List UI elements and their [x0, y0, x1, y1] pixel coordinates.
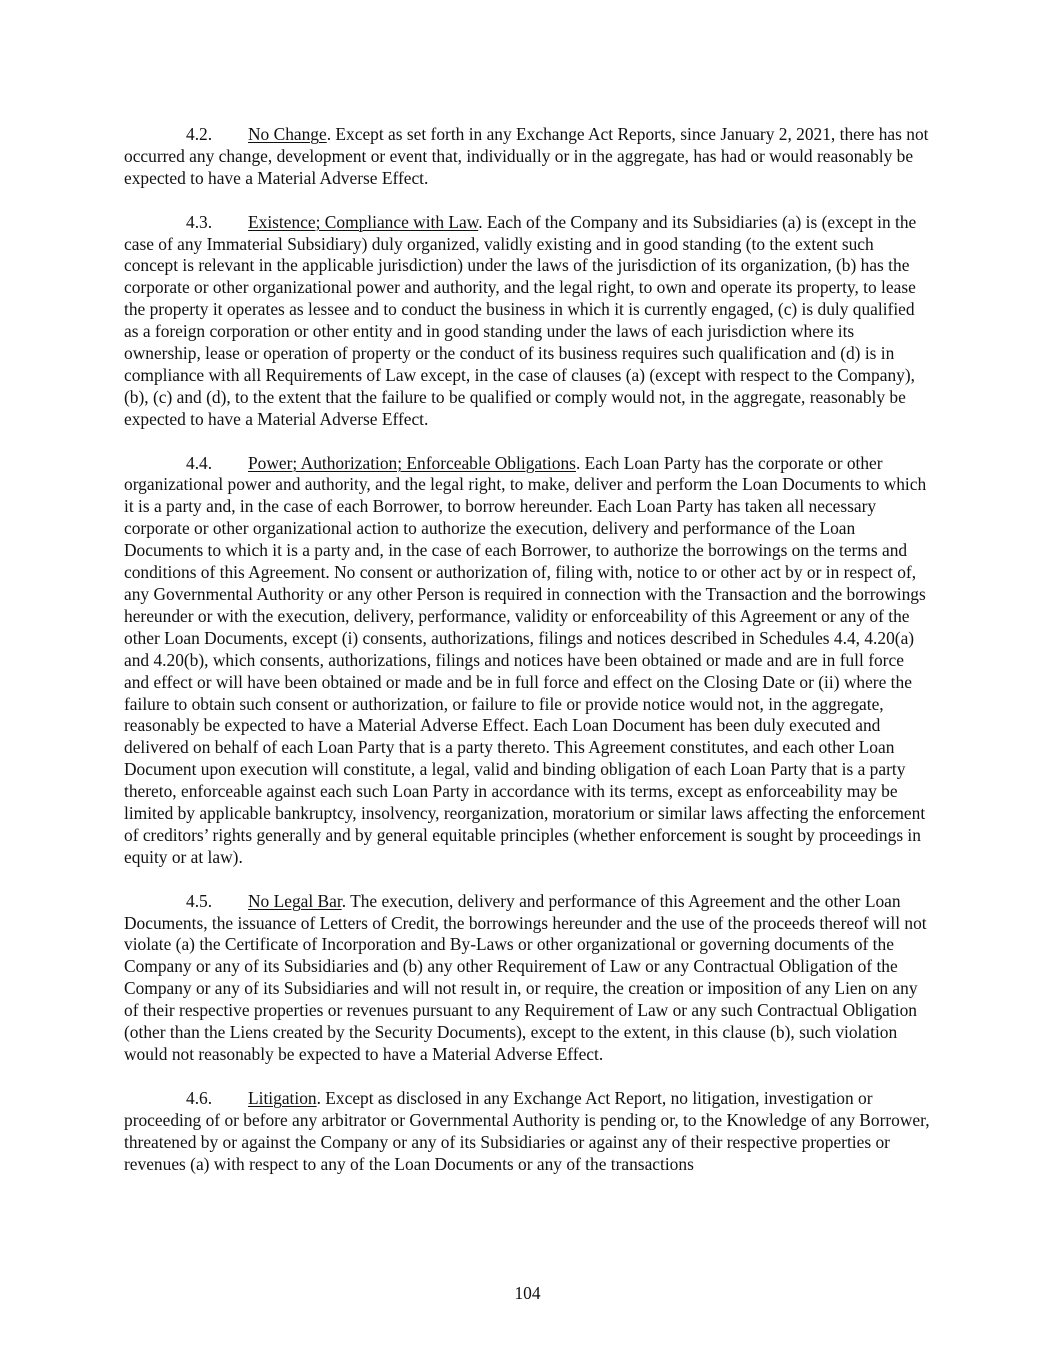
section-heading: Existence; Compliance with Law	[248, 211, 479, 232]
section-body: . Each of the Company and its Subsidiaries (a) is (except in the case of any Immaterial Subsidiary) duly organized, validly existing and in good standing (to the extent such concept is relevant in the applicable jurisdiction) under the laws of the jurisdiction of its organization, (b) has the corporate or other organizational power and authority, and the legal right, to own and operate its property, to lease the property it operates as lessee and to conduct the business in which it is currently engaged, (c) is duly qualified as a foreign corporation or other entity and in good standing under the laws of each jurisdiction where its ownership, lease or operation of property or the conduct of its business requires such qualification and (d) is in compliance with all Requirements of Law except, in the case of clauses (a) (except with respect to the Company), (b), (c) and (d), to the extent that the failure to be qualified or comply would not, in the aggregate, reasonably be expected to have a Material Adverse Effect.	[124, 211, 917, 429]
section-body: . Except as disclosed in any Exchange Act Report, no litigation, investigation or proceeding of or before any arbitrator or Governmental Authority is pending or, to the Knowledge of any Borrower, threatened by or against the Company or any of its Subsidiaries or against any of their respective properties or revenues (a) with respect to any of the Loan Documents or any of the transactions	[124, 1087, 930, 1174]
section-heading: Power; Authorization; Enforceable Obligations	[248, 452, 576, 473]
section-4-4	[124, 453, 932, 869]
section-heading: Litigation	[248, 1087, 317, 1108]
section-number: 4.4.	[186, 452, 213, 473]
section-number: 4.5.	[186, 890, 213, 911]
section-4-5	[124, 891, 932, 1066]
document-page	[124, 124, 932, 1197]
section-body: . Each Loan Party has the corporate or other organizational power and authority, and the legal right, to make, deliver and perform the Loan Documents to which it is a party and, in the case of each Borrower, to borrow hereunder. Each Loan Party has taken all necessary corporate or other organizational action to authorize the execution, delivery and performance of the Loan Documents to which it is a party and, in the case of each Borrower, to authorize the borrowings on the terms and conditions of this Agreement. No consent or authorization of, filing with, notice to or other act by or in respect of, any Governmental Authority or any other Person is required in connection with the Transaction and the borrowings hereunder or with the execution, delivery, performance, validity or enforceability of this Agreement or any of the other Loan Documents, except (i) consents, authorizations, filings and notices described in Schedules 4.4, 4.20(a) and 4.20(b), which consents, authorizations, filings and notices have been obtained or made and are in full force and effect or will have been obtained or made and be in full force and effect on the Closing Date or (ii) where the failure to obtain such consent or authorization, or failure to file or provide notice would not, in the aggregate, reasonably be expected to have a Material Adverse Effect. Each Loan Document has been duly executed and delivered on behalf of each Loan Party that is a party thereto. This Agreement constitutes, and each other Loan Document upon execution will constitute, a legal, valid and binding obligation of each Loan Party that is a party thereto, enforceable against each such Loan Party in accordance with its terms, except as enforceability may be limited by applicable bankruptcy, insolvency, reorganization, moratorium or similar laws affecting the enforcement of creditors’ rights generally and by general equitable principles (whether enforcement is sought by proceedings in equity or at law).	[124, 452, 927, 867]
section-body: . Except as set forth in any Exchange Act Reports, since January 2, 2021, there has not occurred any change, development or event that, individually or in the aggregate, has had or would reasonably be expected to have a Material Adverse Effect.	[124, 124, 929, 188]
section-number: 4.2.	[186, 124, 213, 144]
section-4-6	[124, 1088, 932, 1176]
section-heading: No Legal Bar	[248, 890, 342, 911]
section-heading: No Change	[248, 124, 327, 144]
section-number: 4.3.	[186, 211, 213, 232]
section-body: . The execution, delivery and performance of this Agreement and the other Loan Documents, the issuance of Letters of Credit, the borrowings hereunder and the use of the proceeds thereof will not violate (a) the Certificate of Incorporation and By-Laws or other organizational or governing documents of the Company or any of its Subsidiaries and (b) any other Requirement of Law or any Contractual Obligation of the Company or any of its Subsidiaries and will not result in, or require, the creation or imposition of any Lien on any of their respective properties or revenues pursuant to any Requirement of Law or any such Contractual Obligation (other than the Liens created by the Security Documents), except to the extent, in this clause (b), such violation would not reasonably be expected to have a Material Adverse Effect.	[124, 890, 927, 1065]
section-4-3	[124, 212, 932, 431]
section-number: 4.6.	[186, 1087, 213, 1108]
section-4-2	[124, 124, 932, 190]
page-number: 104	[514, 1283, 541, 1303]
